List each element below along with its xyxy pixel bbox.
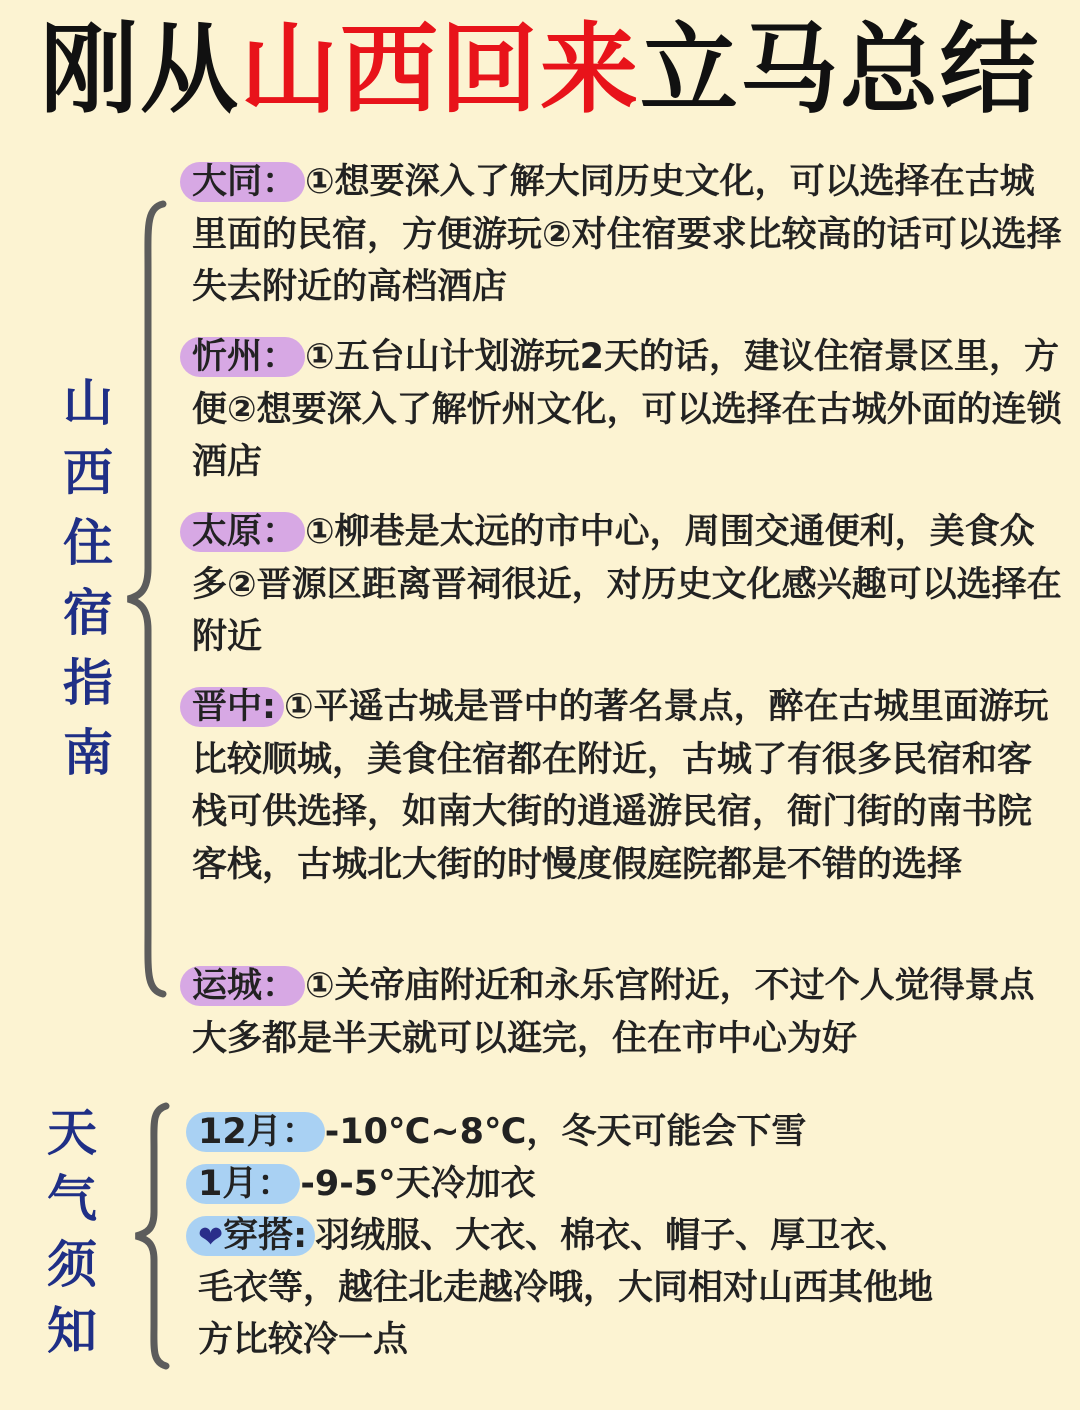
- section-label-char: 西: [63, 444, 113, 502]
- weather-text: -10℃~8℃，冬天可能会下雪: [324, 1112, 807, 1152]
- title-part-1: 刚从: [39, 13, 240, 127]
- section-label-char: 南: [63, 724, 113, 782]
- entry-taiyuan: [192, 506, 1062, 664]
- section-label-char: 指: [63, 654, 113, 712]
- entry-text: ①关帝庙附近和永乐宫附近，不过个人觉得景点大多都是半天就可以逛完，住在市中心为好: [192, 966, 1035, 1059]
- section-label-char: 住: [63, 514, 113, 572]
- section-label-char: 知: [47, 1302, 97, 1360]
- heart-icon: ❤: [198, 1220, 224, 1255]
- weather-text: -9-5°天冷加衣: [300, 1164, 536, 1204]
- entry-datong: [192, 156, 1062, 314]
- outfit-text-line-1: 羽绒服、大衣、棉衣、帽子、厚卫衣、: [315, 1216, 911, 1256]
- entry-text: ①平遥古城是晋中的著名景点，醉在古城里面游玩比较顺城，美食住宿都在附近，古城了有很多民宿和客栈可供选择，如南大街的逍遥游民宿，衙门街的南书院客栈，古城北大街的时慢度假庭院都是不错的选择: [192, 687, 1049, 885]
- entry-yuncheng: [192, 960, 1062, 1065]
- weather-december: [198, 1106, 1058, 1158]
- outfit-tag: [186, 1216, 315, 1256]
- city-tag-taiyuan: 太原：: [180, 512, 305, 552]
- city-tag-jinzhong: 晋中:: [180, 687, 284, 727]
- outfit-label: 穿搭:: [223, 1216, 308, 1256]
- entry-text: ①五台山计划游玩2天的话，建议住宿景区里，方便②想要深入了解忻州文化，可以选择在古城外面的连锁酒店: [192, 337, 1062, 482]
- section-label-char: 宿: [63, 584, 113, 642]
- title-highlight: 山西回来: [239, 13, 640, 127]
- weather-outfit: [198, 1210, 1058, 1264]
- section-label-weather: [32, 1100, 112, 1364]
- city-tag-xinzhou: 忻州：: [180, 337, 305, 377]
- section-label-char: 气: [47, 1170, 97, 1228]
- page-title: [0, 10, 1080, 130]
- section-label-accommodation: [48, 368, 128, 788]
- entry-xinzhou: [192, 331, 1062, 489]
- city-tag-datong: 大同：: [180, 162, 305, 202]
- entry-jinzhong: [192, 681, 1062, 891]
- month-tag-january: 1月：: [186, 1164, 300, 1204]
- month-tag-december: 12月：: [186, 1112, 325, 1152]
- section-label-char: 山: [63, 374, 113, 432]
- section-label-char: 须: [47, 1236, 97, 1294]
- title-part-3: 立马总结: [640, 13, 1041, 127]
- section-brace-weather: [128, 1100, 172, 1372]
- weather-january: [198, 1158, 1058, 1210]
- entry-text: ①想要深入了解大同历史文化，可以选择在古城里面的民宿，方便游玩②对住宿要求比较高的话可以选择失去附近的高档酒店: [192, 162, 1062, 307]
- section-label-char: 天: [47, 1104, 97, 1162]
- outfit-text-line-2: 毛衣等，越往北走越冷哦，大同相对山西其他地: [198, 1268, 934, 1308]
- outfit-text-line-3: 方比较冷一点: [198, 1320, 409, 1360]
- entry-text: ①柳巷是太远的市中心，周围交通便利，美食众多②晋源区距离晋祠很近，对历史文化感兴趣可以选择在附近: [192, 512, 1062, 657]
- city-tag-yuncheng: 运城：: [180, 966, 305, 1006]
